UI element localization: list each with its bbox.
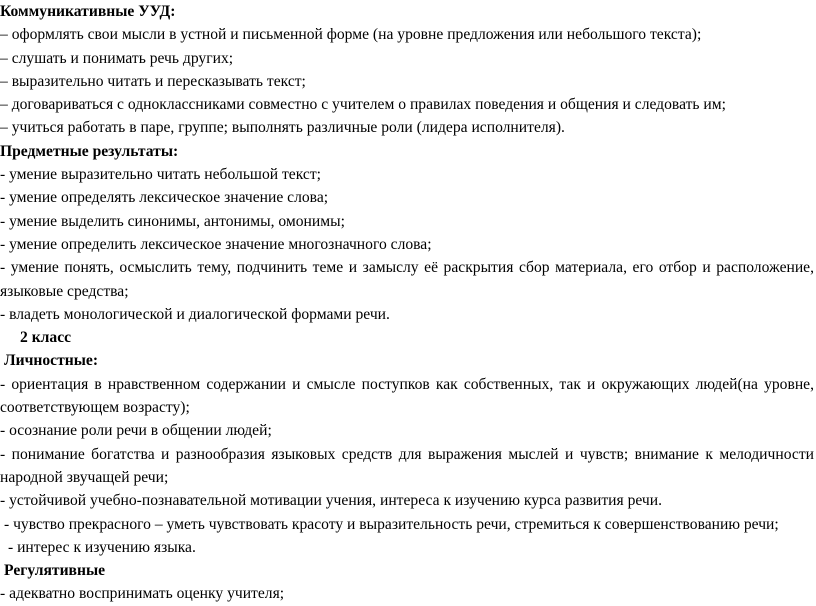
list-item: - владеть монологической и диалогической формами речи. bbox=[0, 305, 390, 323]
list-item: – оформлять свои мысли в устной и письменной форме (на уровне предложения или небольшого текста); bbox=[0, 26, 702, 44]
heading-kommunikativnye: Коммуникативные УУД: bbox=[0, 3, 176, 20]
list-item: – слушать и понимать речь других; bbox=[0, 49, 234, 67]
list-item: - ориентация в нравственном содержании и смысле поступков как собственных, так и окружающих людей(на уровне, соответствующем возрасту); bbox=[0, 375, 814, 417]
list-item: - чувство прекрасного – уметь чувствовать красоту и выразительность речи, стремиться к совершенствованию речи; bbox=[4, 515, 779, 533]
list-item: - умение определить лексическое значение многозначного слова; bbox=[0, 235, 432, 253]
heading-lichnostnye: Личностные: bbox=[4, 352, 99, 370]
list-item: - умение определять лексическое значение слова; bbox=[0, 189, 329, 207]
list-item: - умение выделить синонимы, антонимы, омонимы; bbox=[0, 212, 345, 230]
list-item: - устойчивой учебно-познавательной мотивации учения, интереса к изучению курса развития речи. bbox=[0, 492, 663, 510]
list-item: - умение выразительно читать небольшой текст; bbox=[0, 166, 321, 184]
list-item: – договариваться с одноклассниками совместно с учителем о правилах поведения и общения и следовать им; bbox=[0, 96, 726, 114]
heading-predmetnye: Предметные результаты: bbox=[0, 142, 179, 160]
list-item: - интерес к изучению языка. bbox=[8, 538, 196, 556]
list-item: - понимание богатства и разнообразия языковых средств для выражения мыслей и чувств; внимание к мелодичности народной звучащей речи; bbox=[0, 445, 814, 486]
list-item: – учиться работать в паре, группе; выполнять различные роли (лидера исполнителя). bbox=[0, 119, 565, 137]
list-item: – выразительно читать и пересказывать текст; bbox=[0, 72, 306, 90]
heading-regulyativnye: Регулятивные bbox=[4, 562, 106, 580]
list-item: - осознание роли речи в общении людей; bbox=[0, 422, 272, 440]
list-item: - умение понять, осмыслить тему, подчинить теме и замыслу её раскрытия сбор материала, его отбор и расположение, языковые средства; bbox=[0, 259, 814, 300]
list-item: - адекватно воспринимать оценку учителя; bbox=[0, 585, 285, 603]
heading-klass: 2 класс bbox=[20, 329, 72, 347]
